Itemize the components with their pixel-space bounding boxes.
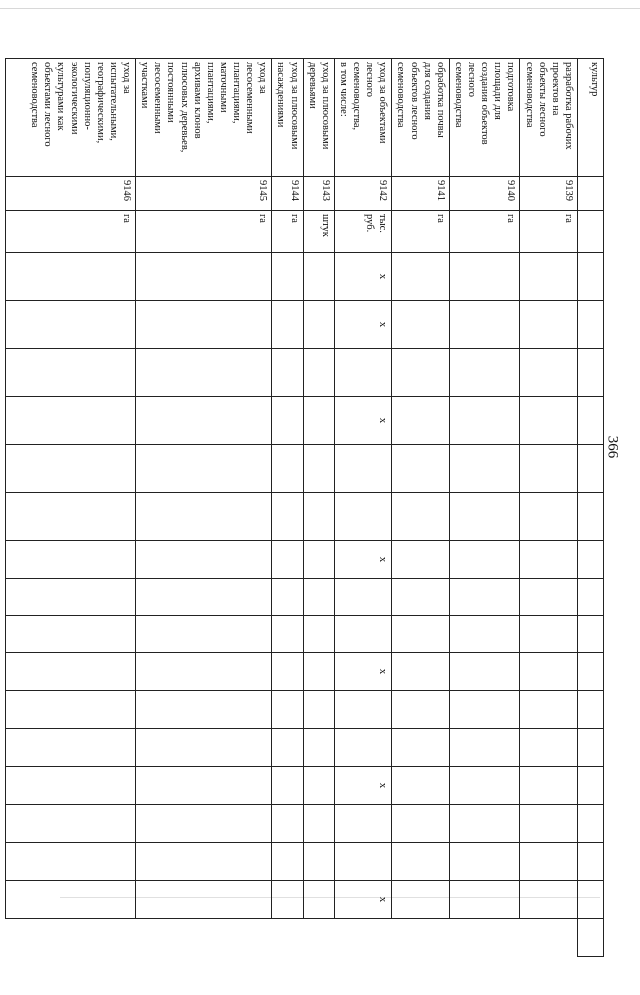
row-value-cell: [392, 691, 450, 729]
table-row: [334, 59, 392, 995]
row-value-cell: [449, 349, 520, 397]
row-code-cell: 9141: [392, 177, 450, 211]
row-value-cell: [303, 843, 334, 881]
row-value-cell: x: [334, 767, 392, 805]
row-value-cell: [449, 843, 520, 881]
row-value-cell: [520, 691, 578, 729]
row-value-cell: [392, 541, 450, 579]
table-row: [520, 59, 578, 995]
row-value-cell: [136, 843, 272, 881]
row-value-cell: [520, 579, 578, 616]
row-value-cell: [303, 653, 334, 691]
row-value-cell: [272, 445, 303, 493]
row-value-cell: [520, 397, 578, 445]
row-value-cell: [449, 493, 520, 541]
row-value-cell: [272, 397, 303, 445]
row-value-cell: [6, 729, 136, 767]
row-value-cell: [6, 767, 136, 805]
header-unit-cell: [578, 211, 604, 253]
row-name-cell: уход за объектами лесного семеноводства, в том числе:: [334, 59, 392, 177]
header-blank-cell: [578, 397, 604, 445]
row-unit-cell: тыс. руб.: [334, 211, 392, 253]
row-value-cell: [520, 349, 578, 397]
row-unit-cell: га: [6, 211, 136, 253]
header-code-cell: [578, 177, 604, 211]
row-value-cell: [272, 253, 303, 301]
header-blank-cell: [578, 691, 604, 729]
row-value-cell: [449, 301, 520, 349]
row-value-cell: [334, 843, 392, 881]
row-value-cell: [449, 691, 520, 729]
header-blank-cell: [578, 445, 604, 493]
row-value-cell: [449, 805, 520, 843]
row-value-cell: [449, 541, 520, 579]
row-value-cell: [520, 301, 578, 349]
row-value-cell: [303, 805, 334, 843]
row-name-cell: подготовка площади для создания объектов лесного семеноводства: [449, 59, 520, 177]
row-value-cell: [136, 691, 272, 729]
table-row: [449, 59, 520, 995]
row-code-cell: 9140: [449, 177, 520, 211]
row-value-cell: [272, 541, 303, 579]
row-value-cell: [303, 397, 334, 445]
row-value-cell: [6, 397, 136, 445]
row-value-cell: [334, 616, 392, 653]
row-value-cell: [6, 805, 136, 843]
row-value-cell: [272, 653, 303, 691]
row-name-cell: уход за плюсовыми деревьями: [303, 59, 334, 177]
row-value-cell: [303, 493, 334, 541]
row-value-cell: [6, 881, 136, 919]
forest-seed-table: [5, 58, 604, 995]
row-value-cell: [6, 445, 136, 493]
row-value-cell: [520, 653, 578, 691]
row-value-cell: [136, 445, 272, 493]
row-code-cell: 9145: [136, 177, 272, 211]
row-value-cell: [272, 843, 303, 881]
row-value-cell: [392, 579, 450, 616]
row-value-cell: [272, 881, 303, 919]
header-blank-cell: [578, 881, 604, 919]
header-row: [578, 59, 604, 995]
header-blank-cell: [578, 253, 604, 301]
row-value-cell: [136, 616, 272, 653]
row-value-cell: [449, 445, 520, 493]
row-value-cell: [392, 843, 450, 881]
row-value-cell: [520, 729, 578, 767]
row-value-cell: [520, 767, 578, 805]
header-blank-cell: [578, 493, 604, 541]
row-unit-cell: га: [520, 211, 578, 253]
row-name-cell: уход за лесосеменными плантациями, маточными плантациями, архивами клонов плюсовых деревьев, постоянными лесосеменными участками: [136, 59, 272, 177]
row-value-cell: [520, 805, 578, 843]
row-value-cell: [6, 301, 136, 349]
row-value-cell: [136, 767, 272, 805]
header-blank-cell: [578, 349, 604, 397]
row-value-cell: [520, 493, 578, 541]
row-value-cell: [520, 541, 578, 579]
row-value-cell: [272, 493, 303, 541]
row-value-cell: [334, 805, 392, 843]
header-blank-cell: [578, 579, 604, 616]
row-value-cell: [334, 493, 392, 541]
header-label-cell: культур: [578, 59, 604, 177]
header-blank-cell: [578, 653, 604, 691]
row-value-cell: [136, 397, 272, 445]
row-value-cell: [520, 881, 578, 919]
row-value-cell: [392, 493, 450, 541]
header-blank-cell: [578, 805, 604, 843]
row-name-cell: уход за испытательными, географическими, популяционно- экологическими культурами как объектами лесного семеноводства: [6, 59, 136, 177]
row-value-cell: x: [334, 301, 392, 349]
row-value-cell: [449, 253, 520, 301]
row-value-cell: [520, 843, 578, 881]
header-blank-cell: [578, 301, 604, 349]
row-name-cell: уход за плюсовыми насаждениями: [272, 59, 303, 177]
row-value-cell: [136, 253, 272, 301]
row-name-cell: обработка почвы для создания объектов лесного семеноводства: [392, 59, 450, 177]
row-value-cell: [392, 349, 450, 397]
row-value-cell: [303, 881, 334, 919]
row-value-cell: [6, 541, 136, 579]
row-value-cell: [303, 616, 334, 653]
header-blank-cell: [578, 616, 604, 653]
row-value-cell: [272, 767, 303, 805]
row-code-cell: 9146: [6, 177, 136, 211]
row-value-cell: [392, 397, 450, 445]
header-blank-cell: [578, 919, 604, 957]
row-value-cell: [6, 691, 136, 729]
row-value-cell: [520, 616, 578, 653]
row-value-cell: [334, 691, 392, 729]
row-value-cell: [303, 767, 334, 805]
page-number: 366: [604, 435, 621, 459]
row-value-cell: [303, 253, 334, 301]
row-value-cell: [272, 729, 303, 767]
row-value-cell: [392, 881, 450, 919]
row-value-cell: [272, 579, 303, 616]
rotated-table-container: [29, 58, 604, 903]
row-value-cell: [303, 691, 334, 729]
row-value-cell: [303, 729, 334, 767]
table-viewport: [29, 58, 604, 903]
row-value-cell: [303, 579, 334, 616]
row-unit-cell: га: [449, 211, 520, 253]
row-value-cell: [6, 579, 136, 616]
row-value-cell: [303, 541, 334, 579]
row-value-cell: [449, 653, 520, 691]
row-value-cell: [136, 349, 272, 397]
table-row: [392, 59, 450, 995]
row-value-cell: [6, 349, 136, 397]
row-code-cell: 9139: [520, 177, 578, 211]
row-value-cell: [136, 541, 272, 579]
row-unit-cell: га: [392, 211, 450, 253]
row-value-cell: [136, 579, 272, 616]
row-value-cell: [272, 691, 303, 729]
row-unit-cell: га: [272, 211, 303, 253]
header-blank-cell: [578, 843, 604, 881]
row-value-cell: [334, 445, 392, 493]
row-value-cell: [6, 493, 136, 541]
row-value-cell: [272, 616, 303, 653]
header-blank-cell: [578, 729, 604, 767]
row-value-cell: [6, 616, 136, 653]
row-code-cell: 9143: [303, 177, 334, 211]
row-value-cell: [449, 579, 520, 616]
row-value-cell: [6, 843, 136, 881]
row-value-cell: [136, 881, 272, 919]
row-value-cell: [6, 653, 136, 691]
row-code-cell: 9142: [334, 177, 392, 211]
row-value-cell: [449, 397, 520, 445]
header-blank-cell: [578, 767, 604, 805]
row-value-cell: [449, 616, 520, 653]
row-value-cell: [334, 729, 392, 767]
row-value-cell: [392, 767, 450, 805]
row-value-cell: [392, 253, 450, 301]
row-value-cell: [6, 253, 136, 301]
row-value-cell: [303, 349, 334, 397]
row-value-cell: [303, 301, 334, 349]
row-value-cell: [449, 881, 520, 919]
row-value-cell: [334, 579, 392, 616]
row-value-cell: x: [334, 541, 392, 579]
row-value-cell: [392, 445, 450, 493]
row-value-cell: [136, 653, 272, 691]
row-value-cell: [334, 349, 392, 397]
row-code-cell: 9144: [272, 177, 303, 211]
row-value-cell: [449, 729, 520, 767]
row-value-cell: [449, 767, 520, 805]
row-value-cell: [392, 653, 450, 691]
table-row: [136, 59, 272, 995]
row-value-cell: x: [334, 653, 392, 691]
row-value-cell: [392, 729, 450, 767]
row-value-cell: x: [334, 397, 392, 445]
row-value-cell: x: [334, 253, 392, 301]
row-value-cell: [136, 301, 272, 349]
row-value-cell: [520, 445, 578, 493]
row-unit-cell: штук: [303, 211, 334, 253]
row-value-cell: [136, 805, 272, 843]
row-value-cell: [136, 493, 272, 541]
row-value-cell: x: [334, 881, 392, 919]
row-value-cell: [520, 253, 578, 301]
row-value-cell: [272, 805, 303, 843]
row-value-cell: [272, 349, 303, 397]
row-value-cell: [136, 729, 272, 767]
row-value-cell: [392, 616, 450, 653]
scan-edge-top: [0, 8, 640, 9]
row-value-cell: [392, 301, 450, 349]
table-row: [272, 59, 303, 995]
row-value-cell: [392, 805, 450, 843]
row-name-cell: разработка рабочих проектов на объекты лесного семеноводства: [520, 59, 578, 177]
row-unit-cell: га: [136, 211, 272, 253]
header-blank-cell: [578, 541, 604, 579]
table-row: [303, 59, 334, 995]
row-value-cell: [272, 301, 303, 349]
row-value-cell: [303, 445, 334, 493]
table-row: [6, 59, 136, 995]
